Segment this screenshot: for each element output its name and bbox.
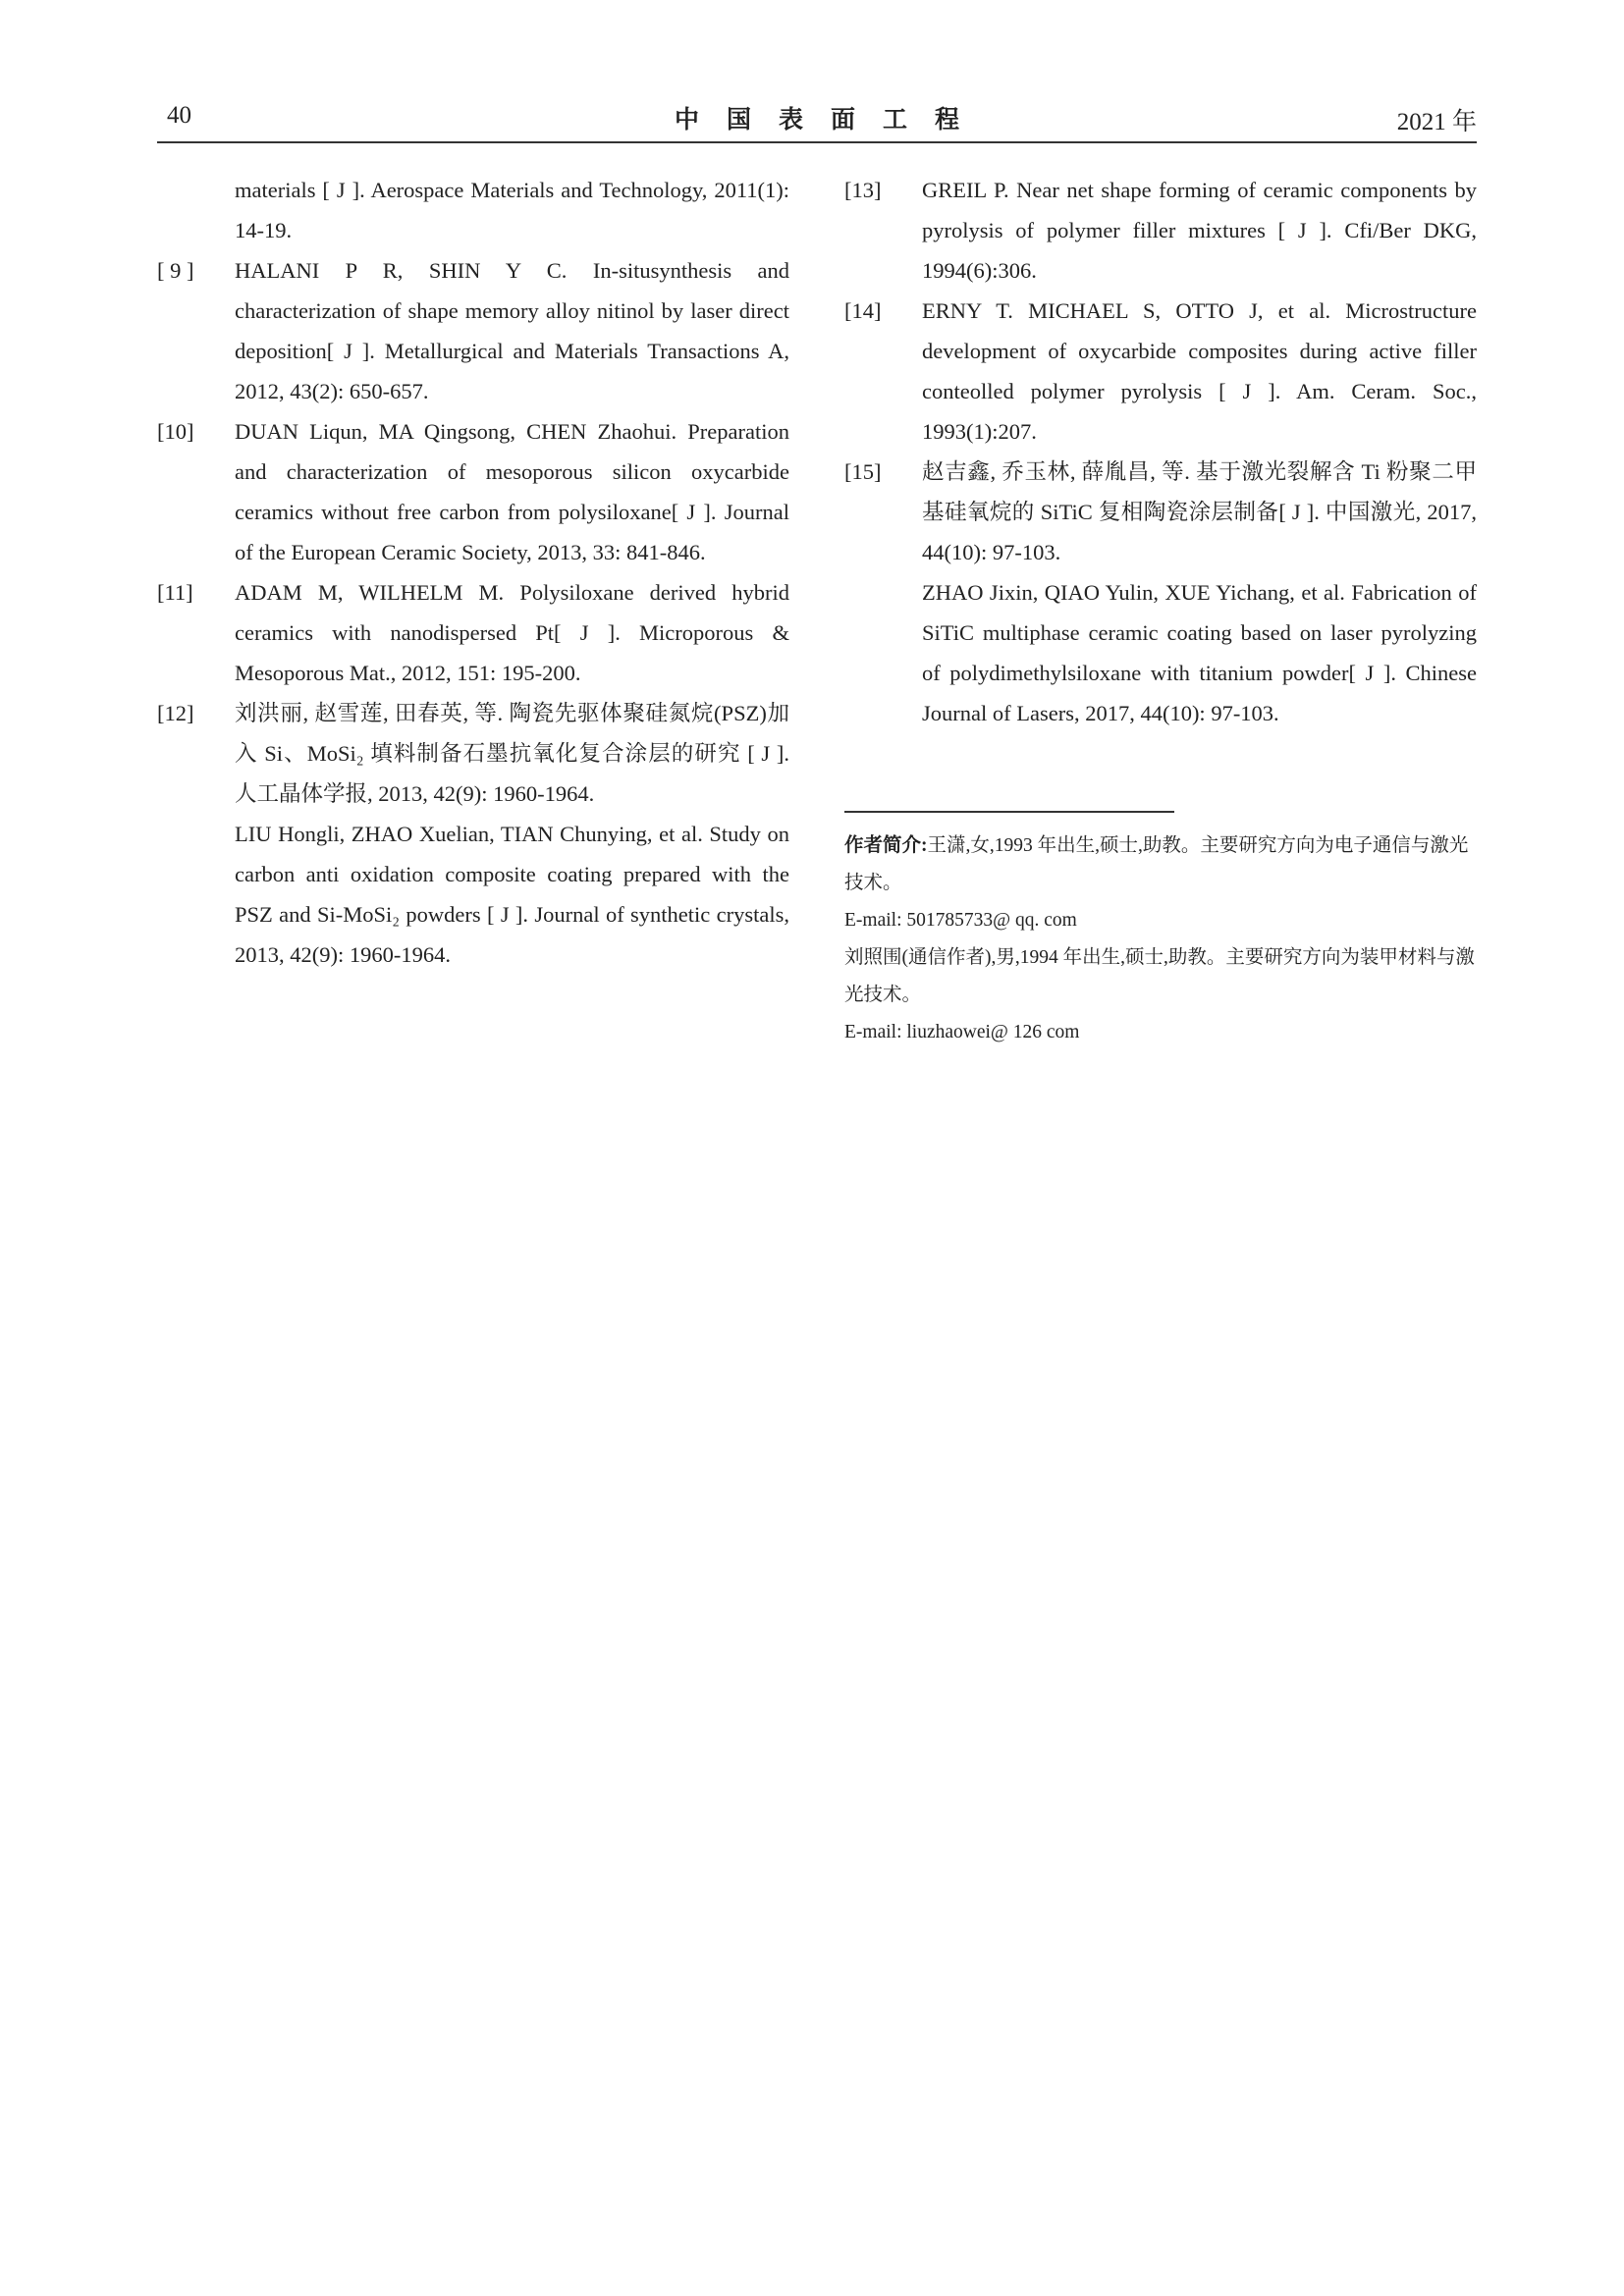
reference-number: [14] [844,298,882,323]
reference-item [844,170,1477,291]
reference-item [157,572,789,693]
page-number: 40 [167,102,191,129]
reference-number: [15] [844,459,882,484]
author2-email: E-mail: liuzhaowei@ 126 com [844,1022,1080,1042]
reference-paragraph: ERNY T. MICHAEL S, OTTO J, et al. Microstructure development of oxycarbide composites during active filler conteolled polymer pyrolysis [ J ]. Am. Ceram. Soc., 1993(1):207. [922,298,1477,444]
author2-bio: 刘照围(通信作者),男,1994 年出生,硕士,助教。主要研究方向为装甲材料与激光技术。 [844,947,1475,1005]
reference-text [922,452,1477,733]
reference-paragraph: DUAN Liqun, MA Qingsong, CHEN Zhaohui. Preparation and characterization of mesoporous silicon oxycarbide ceramics without free carbon from polysiloxane[ J ]. Journal of the European Ceramic Society, 2013, 33: 841-846. [235,419,789,564]
reference-number: [11] [157,580,193,605]
reference-paragraph: materials [ J ]. Aerospace Materials and Technology, 2011(1): 14-19. [235,178,789,242]
references-left-column [157,170,789,975]
reference-item [157,411,789,572]
publication-year: 2021 年 [1396,109,1477,135]
reference-item [157,250,789,411]
running-header [157,98,1477,143]
reference-number: [13] [844,178,882,202]
reference-number: [12] [157,701,194,725]
reference-text [235,411,789,572]
author1-email: E-mail: 501785733@ qq. com [844,910,1077,931]
author1-bio: 王潇,女,1993 年出生,硕士,助教。主要研究方向为电子通信与激光技术。 [844,835,1469,893]
reference-item [844,452,1477,733]
footnote-separator [844,811,1174,813]
reference-text [235,693,789,975]
reference-paragraph: 赵吉鑫, 乔玉林, 薛胤昌, 等. 基于激光裂解含 Ti 粉聚二甲基硅氧烷的 SiTiC 复相陶瓷涂层制备[ J ]. 中国激光, 2017, 44(10): 97-103. [922,459,1477,564]
reference-text [235,250,789,411]
reference-paragraph: GREIL P. Near net shape forming of ceramic components by pyrolysis of polymer filler mixtures [ J ]. Cfi/Ber DKG, 1994(6):306. [922,178,1477,283]
journal-title: 中国表面工程 [674,107,987,133]
reference-item [844,291,1477,452]
reference-number: [10] [157,419,194,444]
reference-item [157,170,789,250]
author-notes-label: 作者简介: [844,835,928,856]
reference-text [922,170,1477,291]
reference-text [922,291,1477,452]
reference-paragraph: LIU Hongli, ZHAO Xuelian, TIAN Chunying, et al. Study on carbon anti oxidation composite coating prepared with the PSZ and Si-MoSi₂ powders [ J ]. Journal of synthetic crystals, 2013, 42(9): 1960-1964. [235,822,789,967]
reference-text [235,170,789,250]
reference-paragraph: HALANI P R, SHIN Y C. In-situsynthesis and characterization of shape memory alloy nitinol by laser direct deposition[ J ]. Metallurgical and Materials Transactions A, 2012, 43(2): 650-657. [235,258,789,403]
author1-note [844,828,1477,902]
references-right-column [844,170,1477,733]
author-notes [844,828,1477,1051]
reference-text [235,572,789,693]
reference-paragraph: 刘洪丽, 赵雪莲, 田春英, 等. 陶瓷先驱体聚硅氮烷(PSZ)加入 Si、MoSi₂ 填料制备石墨抗氧化复合涂层的研究 [ J ]. 人工晶体学报, 2013, 42(9): 1960-1964. [235,701,789,806]
reference-number: [ 9 ] [157,258,194,283]
reference-item [157,693,789,975]
reference-paragraph: ZHAO Jixin, QIAO Yulin, XUE Yichang, et al. Fabrication of SiTiC multiphase ceramic coating based on laser pyrolyzing of polydimethylsiloxane with titanium powder[ J ]. Chinese Journal of Lasers, 2017, 44(10): 97-103. [922,580,1477,725]
reference-paragraph: ADAM M, WILHELM M. Polysiloxane derived hybrid ceramics with nanodispersed Pt[ J ]. Microporous & Mesoporous Mat., 2012, 151: 195-200. [235,580,789,685]
